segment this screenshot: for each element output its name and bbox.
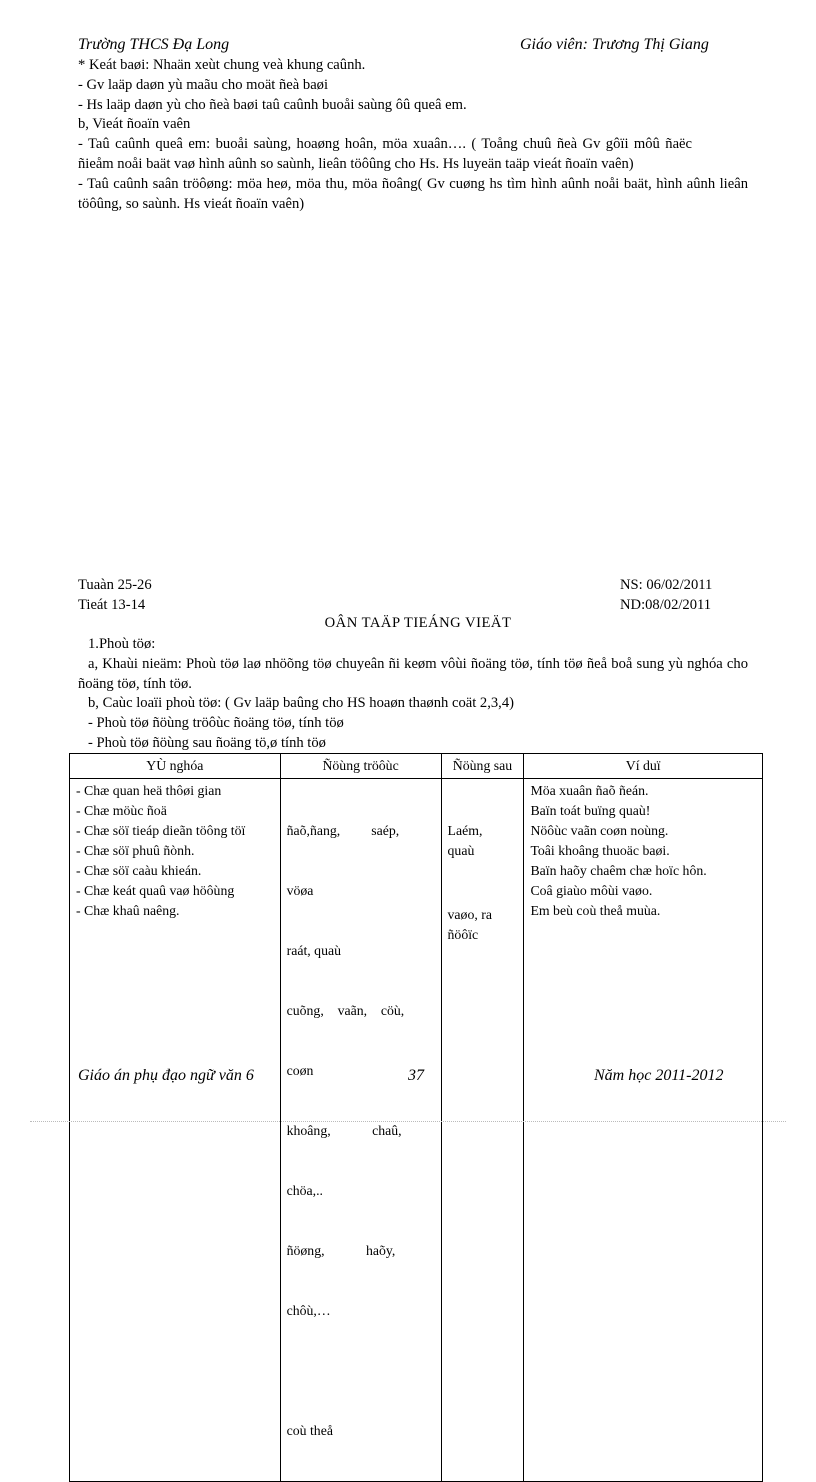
column-header-example: Ví duï (524, 754, 763, 779)
cell-line: - Chæ söï phuû ñònh. (76, 843, 195, 858)
cell-line: chôù,… (286, 1303, 331, 1318)
lesson-period: Tieát 13-14 (78, 597, 146, 613)
cell-line: Em beù coù theå muùa. (530, 903, 661, 918)
header-teacher: Giáo viên: Trương Thị Giang (520, 36, 709, 53)
cell-line (287, 1361, 435, 1381)
adverb-table (69, 753, 763, 1482)
cell-after-words (441, 779, 524, 1482)
text-line: * Keát baøi: Nhaän xeùt chung veà khung caûnh. (78, 57, 366, 73)
cell-line: Coâ giaùo môùi vaøo. (530, 883, 653, 898)
text-line: - Hs laäp daøn yù cho ñeà baøi taû caûnh buoåi saùng ôû queâ em. (78, 96, 467, 113)
paragraph-part: - Taû caûnh queâ em: buoåi saùng, hoaøng hoân, möa xuaân…. ( Toång chuû ñeà Gv gôïi môû ñaëc (78, 136, 692, 153)
cell-meanings (70, 779, 281, 1482)
text-line: - Gv laäp daøn yù maãu cho moät ñeà baøi (78, 76, 329, 93)
cell-line: - Chæ söï caàu khieán. (76, 863, 202, 878)
cell-line: ñöøng, haõy, (286, 1243, 396, 1258)
lesson-ns-date: NS: 06/02/2011 (620, 577, 713, 593)
cell-line: Möa xuaân ñaõ ñeán. (530, 783, 649, 798)
lesson-nd-date: ND:08/02/2011 (620, 597, 712, 613)
definition-paragraph: a, Khaùi nieäm: Phoù töø laø nhöõng töø chuyeân ñi keøm vôùi ñoäng töø, tính töø ñeå boå sung yù nghóa cho ñoäng töø, tính töø. (78, 655, 748, 692)
cell-line: chöa,.. (286, 1183, 324, 1198)
text-line: b, Vieát ñoaïn vaên (78, 116, 191, 133)
cell-line: khoâng, chaû, (286, 1123, 402, 1138)
cell-line: - Chæ khaû naêng. (76, 903, 180, 918)
paragraph-part: ñieåm noåi baät vaø hình aûnh so saùnh, lieân töôûng cho Hs. Hs luyeän taäp vieát ñoaïn vaên) (78, 155, 634, 172)
cell-line: ñaõ,ñang, saép, (286, 823, 400, 838)
cell-line: - Chæ möùc ñoä (76, 803, 167, 818)
cell-line: Toâi khoâng thuoäc baøi. (530, 843, 670, 858)
lesson-week: Tuaàn 25-26 (78, 577, 152, 593)
top-section (78, 56, 748, 214)
cell-line (448, 861, 518, 881)
column-header-after: Ñöùng sau (441, 754, 524, 779)
table-row (70, 779, 763, 1482)
footer-title: Giáo án phụ đạo ngữ văn 6 (78, 1067, 254, 1084)
cell-line: Baïn toát buïng quaù! (530, 803, 651, 818)
cell-line: ñöôïc (447, 927, 479, 942)
cell-line: - Chæ söï tieáp dieãn töông töï (76, 823, 246, 838)
cell-line: vöøa (286, 883, 314, 898)
cell-line: raát, quaù (286, 943, 342, 958)
page-number: 37 (408, 1067, 424, 1084)
cell-line (448, 781, 518, 801)
cell-line: coøn (286, 1063, 314, 1078)
cell-line: - Chæ keát quaû vaø höôùng (76, 883, 235, 898)
section-heading: 1.Phoù töø: (88, 636, 156, 652)
section-phu-tu (78, 635, 748, 754)
cell-line (448, 881, 518, 901)
cell-line (448, 801, 518, 821)
cell-line: coù theå (286, 1423, 333, 1438)
cell-line: quaù (447, 843, 475, 858)
cell-line: cuõng, vaãn, cöù, (286, 1003, 405, 1018)
cell-line: vaøo, ra (447, 907, 492, 922)
cell-before-words (280, 779, 441, 1482)
table-header-row (70, 754, 763, 779)
column-header-meaning: YÙ nghóa (70, 754, 281, 779)
list-item: - Phoù töø ñöùng sau ñoäng tö,ø tính töø (88, 734, 326, 751)
paragraph-san-truong: - Taû caûnh saân tröôøng: möa heø, möa thu, möa ñoâng( Gv cuøng hs tìm hình aûnh noåi baät, hình aûnh lieân töôûng, so saùnh. Hs vieát ñoaïn vaên) (78, 175, 748, 212)
paragraph-que-em (78, 135, 748, 175)
types-paragraph: b, Caùc loaïi phoù töø: ( Gv laäp baûng cho HS hoaøn thaønh coät 2,3,4) (88, 695, 514, 712)
list-item: - Phoù töø ñöùng tröôùc ñoäng töø, tính töø (88, 715, 344, 732)
cell-line: Baïn haõy chaêm chæ hoïc hôn. (530, 863, 707, 878)
header-school: Trường THCS Đạ Long (78, 36, 230, 53)
cell-line: Nöôùc vaãn coøn noùng. (530, 823, 669, 838)
page-bottom-divider (30, 1121, 786, 1122)
column-header-before: Ñöùng tröôùc (280, 754, 441, 779)
footer-school-year: Năm học 2011-2012 (594, 1067, 724, 1084)
cell-line: Laém, (447, 823, 483, 838)
cell-line: - Chæ quan heä thôøi gian (76, 783, 222, 798)
cell-examples (524, 779, 763, 1482)
lesson-title: OÂN TAÄP TIEÁNG VIEÄT (324, 615, 512, 631)
